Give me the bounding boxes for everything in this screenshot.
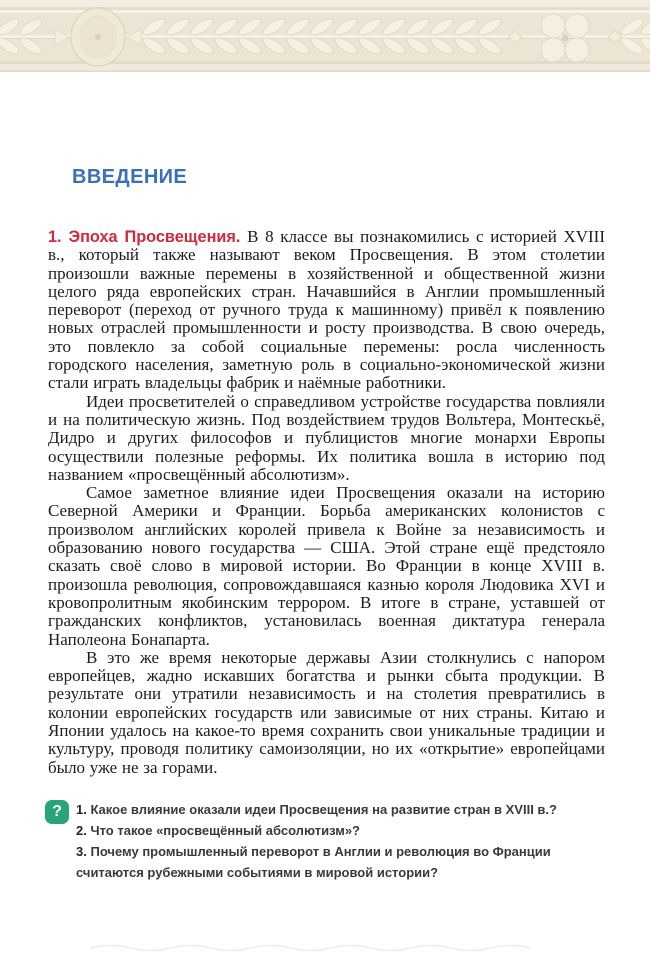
question-1-number: 1. [76,802,87,817]
question-mark-icon [45,800,69,824]
question-3 [76,841,591,883]
decorative-border-top [0,0,650,72]
question-3-number: 3. [76,844,87,859]
paragraph-3: Самое заметное влияние идеи Просвещения оказали на историю Северной Америки и Франции. Борьба американских колонистов с произволом английских королей привела к Войне за независимость и образованию нового государства — США. Этой стране ещё предстояло сказать своё слово в мировой истории. Во Франции в конце XVIII в. произошла революция, сопровождавшаяся казнью короля Людовика XVI и кровопролитным якобинским террором. В итоге в стране, уставшей от гражданских конфликтов, установилась военная диктатура генерала Наполеона Бонапарта. [48,483,605,649]
question-2 [76,820,591,841]
question-1 [76,799,591,820]
questions-block [45,799,591,883]
paragraph-2: Идеи просветителей о справедливом устройстве государства повлияли и на политическую жизнь. Под воздействием трудов Вольтера, Монтескьё, Дидро и других философов и публицистов многие монархи Европы осуществили полезные реформы. Их политика вошла в историю под названием «просвещённый абсолютизм». [48,391,605,484]
paragraph-4: В это же время некоторые державы Азии столкнулись с напором европейцев, жадно искавших богатства и рынки сбыта продукции. В результате они утратили независимость и на столетия превратились в колонии европейских государств или зависимые от них страны. Китаю и Японии удалось на какое-то время сохранить свои уникальные традиции и культуру, проводя политику самоизоляции, но их «открытие» европейцами было уже не за горами. [48,647,605,777]
question-3-text: Почему промышленный переворот в Англии и революция во Франции считаются рубежными событиями в мировой истории? [76,844,551,880]
questions-list [76,799,591,883]
question-2-number: 2. [76,823,87,838]
decorative-border-bottom-faint [90,942,560,952]
paragraph-1 [48,228,605,393]
chapter-heading: ВВЕДЕНИЕ [72,166,188,188]
body-text [48,228,605,777]
question-mark-glyph: ? [52,803,62,820]
paragraph-1-text: В 8 классе вы познакомились с историей XVIII в., который также называют веком Просвещения. В этом столетии произошли важные перемены в хозяйственной и общественной жизни целого ряда европейских стран. Начавшийся в Англии промышленный переворот (переход от ручного труда к машинному) привёл к появлению новых отраслей промышленности и росту производства. В свою очередь, это повлекло за собой социальные перемены: росла численность городского населения, заметную роль в социально-экономической жизни стали играть владельцы фабрик и наёмные работники. [48,227,605,393]
laurel-garland-ornament [0,0,650,72]
question-2-text: Что такое «просвещённый абсолютизм»? [90,823,361,838]
question-1-text: Какое влияние оказали идеи Просвещения на развитие стран в XVIII в.? [90,802,557,817]
section-lead: 1. Эпоха Просвещения. [48,228,241,246]
